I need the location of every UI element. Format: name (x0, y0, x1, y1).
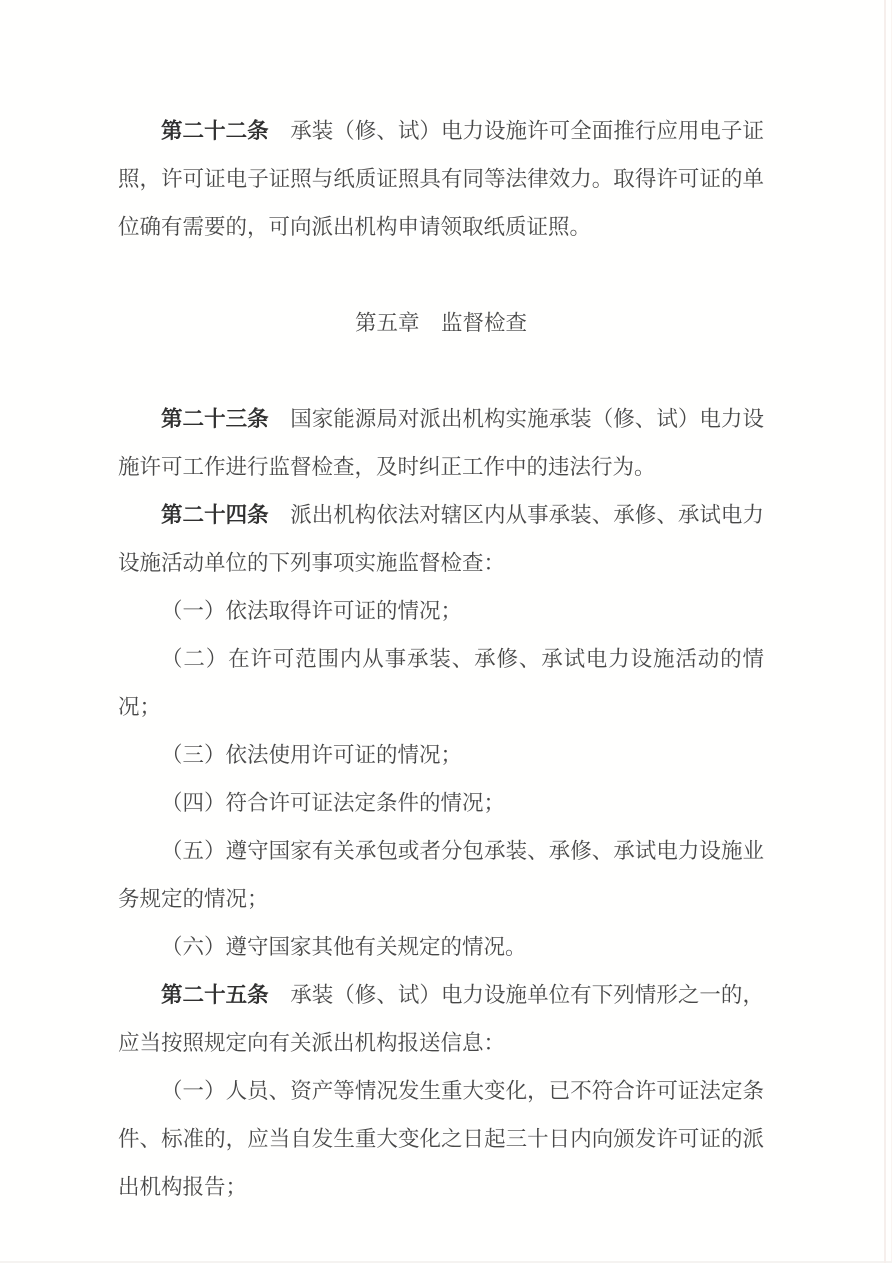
paragraph-text: 承装（修、试）电力设施许可全面推行应用电子证照，许可证电子证照与纸质证照具有同等法律效力。取得许可证的单位确有需要的，可向派出机构申请领取纸质证照。 (118, 119, 764, 239)
article-number: 第二十五条 (161, 983, 269, 1007)
paragraph-text: 派出机构依法对辖区内从事承装、承修、承试电力设施活动单位的下列事项实施监督检查： (118, 503, 764, 575)
article-number: 第二十四条 (161, 503, 269, 527)
chapter-heading (118, 299, 764, 347)
page-right-edge (884, 0, 886, 1263)
list-item-paragraph (118, 779, 764, 827)
list-item-paragraph (118, 731, 764, 779)
paragraph-text: （三）依法使用许可证的情况； (161, 743, 463, 767)
article-paragraph (118, 971, 764, 1067)
paragraph-text: （一）人员、资产等情况发生重大变化，已不符合许可证法定条件、标准的，应当自发生重大变化之日起三十日内向颁发许可证的派出机构报告； (118, 1079, 764, 1199)
list-item-paragraph (118, 827, 764, 923)
paragraph-text: 承装（修、试）电力设施单位有下列情形之一的，应当按照规定向有关派出机构报送信息： (118, 983, 764, 1055)
article-number: 第二十二条 (161, 119, 269, 143)
paragraph-text: （五）遵守国家有关承包或者分包承装、承修、承试电力设施业务规定的情况； (118, 839, 764, 911)
list-item-paragraph (118, 923, 764, 971)
list-item-paragraph (118, 1067, 764, 1211)
paragraph-text: （四）符合许可证法定条件的情况； (161, 791, 506, 815)
article-paragraph (118, 395, 764, 491)
document-content (118, 107, 764, 1211)
list-item-paragraph (118, 635, 764, 731)
article-paragraph (118, 491, 764, 587)
paragraph-text: （一）依法取得许可证的情况； (161, 599, 463, 623)
paragraph-text: （六）遵守国家其他有关规定的情况。 (161, 935, 527, 959)
article-number: 第二十三条 (161, 407, 269, 431)
list-item-paragraph (118, 587, 764, 635)
paragraph-text: 国家能源局对派出机构实施承装（修、试）电力设施许可工作进行监督检查，及时纠正工作中的违法行为。 (118, 407, 764, 479)
paragraph-text: （二）在许可范围内从事承装、承修、承试电力设施活动的情况； (118, 647, 764, 719)
article-paragraph (118, 107, 764, 251)
chapter-title-text: 第五章 监督检查 (354, 311, 527, 335)
